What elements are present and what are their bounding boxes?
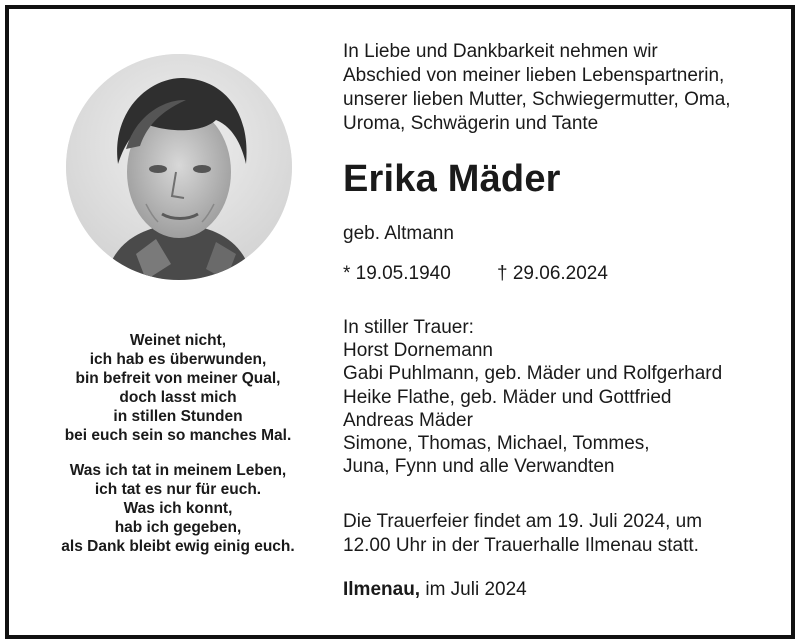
mourner-line: Juna, Fynn und alle Verwandten [343, 456, 615, 478]
poem-line: Was ich konnt, [123, 500, 233, 517]
poem-line: in stillen Stunden [113, 408, 243, 425]
stanza-gap [40, 445, 316, 461]
deceased-name: Erika Mäder [343, 158, 561, 200]
mourner-line: Simone, Thomas, Michael, Tommes, [343, 433, 650, 455]
poem-line: als Dank bleibt ewig einig euch. [61, 538, 295, 555]
poem-line: bin befreit von meiner Qual, [75, 370, 281, 387]
intro-line: Abschied von meiner lieben Lebenspartnerin, [343, 65, 725, 86]
mourners-list [343, 316, 722, 478]
intro-text [343, 40, 731, 136]
intro-line: unserer lieben Mutter, Schwiegermutter, Oma, [343, 89, 731, 110]
notice-month: im Juli 2024 [420, 579, 527, 600]
mourner-line: Gabi Puhlmann, geb. Mäder und Rolfgerhard [343, 363, 723, 385]
city-name: Ilmenau, [343, 579, 421, 600]
intro-line: In Liebe und Dankbarkeit nehmen wir [343, 41, 658, 62]
maiden-name: geb. Altmann [343, 223, 454, 244]
portrait-photo [66, 54, 292, 280]
mourners-heading: In stiller Trauer: [343, 317, 474, 338]
intro-line: Uroma, Schwägerin und Tante [343, 113, 599, 134]
poem-line: bei euch sein so manches Mal. [64, 427, 292, 444]
mourner-line: Horst Dornemann [343, 340, 493, 362]
funeral-line: 12.00 Uhr in der Trauerhalle Ilmenau statt. [343, 535, 699, 556]
funeral-notice [343, 510, 702, 558]
poem-line: hab ich gegeben, [114, 519, 242, 536]
life-dates [343, 263, 608, 285]
death-date: † 29.06.2024 [497, 263, 608, 284]
poem-line: ich hab es überwunden, [89, 351, 267, 368]
birth-date: * 19.05.1940 [343, 263, 451, 284]
place-and-date [343, 579, 527, 601]
poem-line: doch lasst mich [119, 389, 237, 406]
poem-line: Was ich tat in meinem Leben, [69, 462, 287, 479]
mourner-line: Andreas Mäder [343, 409, 473, 431]
poem-line: ich tat es nur für euch. [94, 481, 262, 498]
poem-line: Weinet nicht, [129, 332, 227, 349]
funeral-line: Die Trauerfeier findet am 19. Juli 2024, um [343, 511, 703, 532]
portrait-image [66, 54, 292, 280]
poem [40, 331, 316, 556]
mourner-line: Heike Flathe, geb. Mäder und Gottfried [343, 386, 672, 408]
